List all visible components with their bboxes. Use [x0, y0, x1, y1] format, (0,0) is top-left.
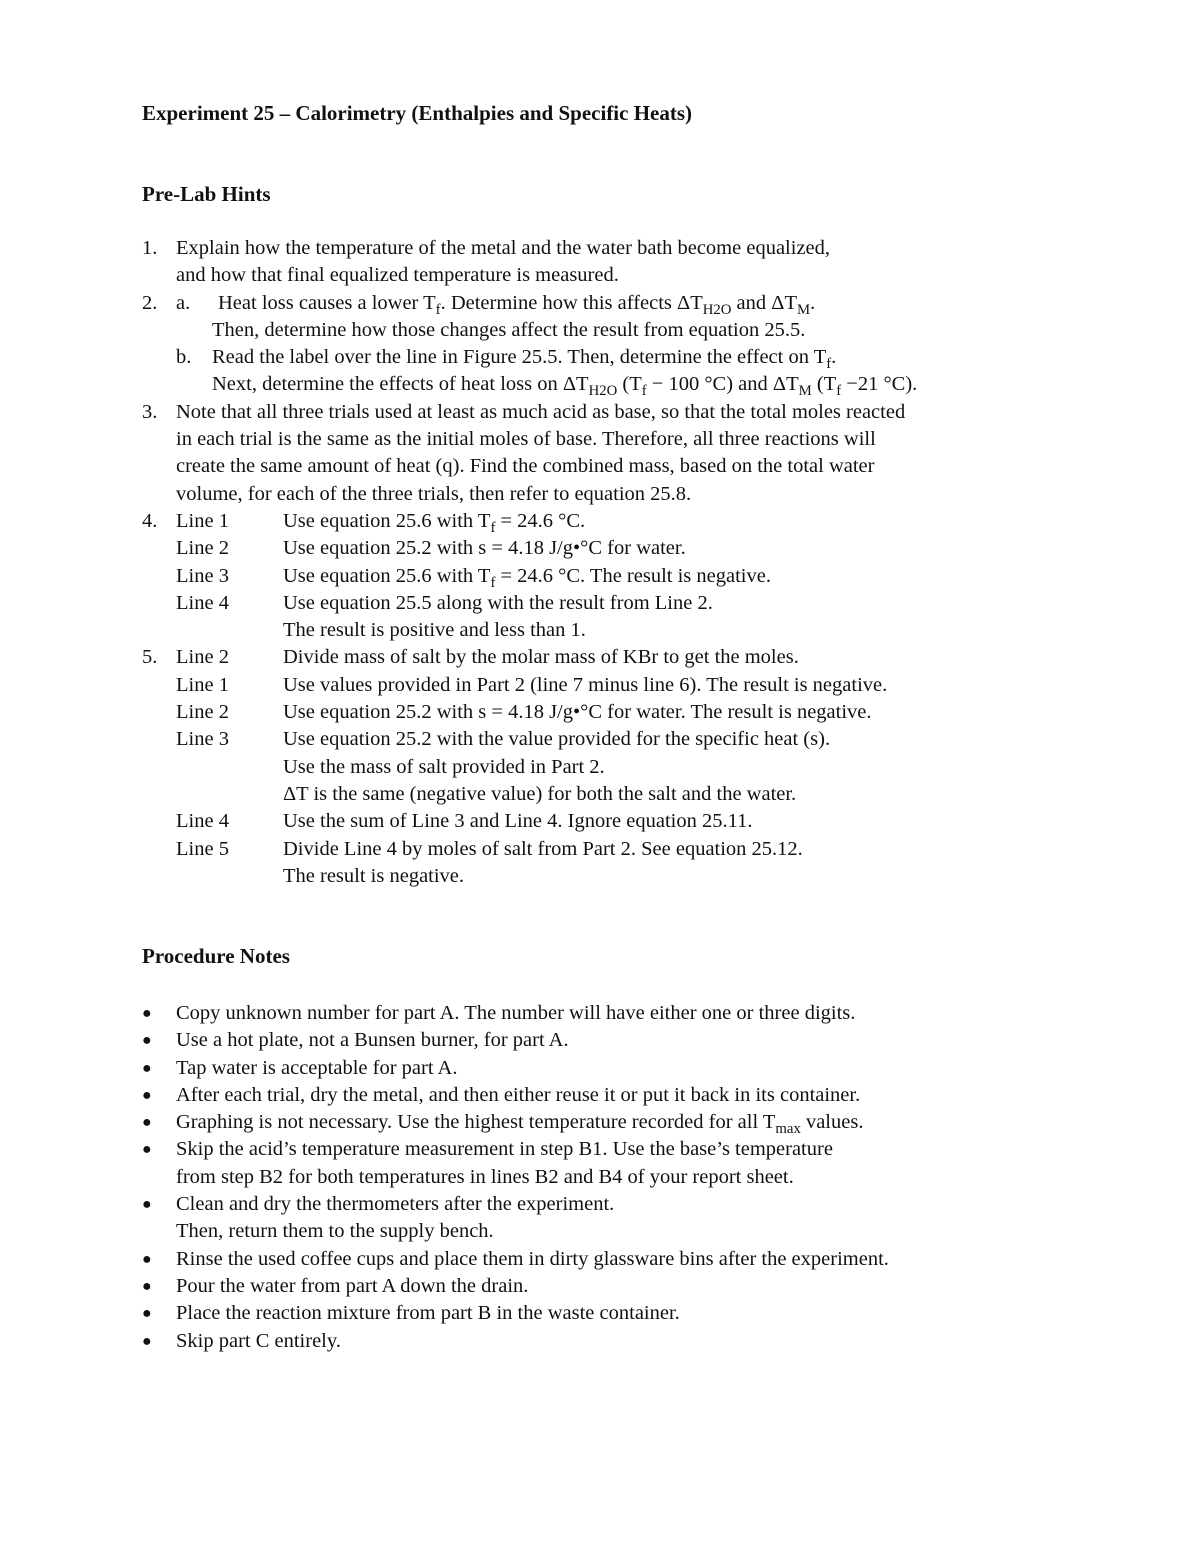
bullet-icon: ●	[142, 1277, 152, 1295]
line-label: Line 2	[176, 537, 229, 560]
prelab-heading: Pre-Lab Hints	[142, 182, 271, 206]
line-label: Line 2	[176, 701, 229, 724]
hint-number: 1.	[142, 237, 158, 259]
sub-label: a.	[176, 291, 191, 314]
bullet-icon: ●	[142, 1332, 152, 1350]
sub-label: b.	[176, 346, 192, 369]
document-page: Experiment 25 – Calorimetry (Enthalpies and Specific Heats) Pre-Lab Hints 1. Explain how the temperature of the metal and the water bath become equalized, and how that final equalized temperature is measured. 2. a. Heat loss causes a lower $T_f$. Determine how this affects $\Delta T_{H2O}$ and $\Delta T_M$. Then, determine how those changes affect the result from equation 25.5. b. Read the label over the line in Figure 25.5. Then, determine the effect on $T_f$. Next, determine the effects of heat loss on $\Delta T_{H2O}$ ($T_f - 100$ °C) and $\Delta T_M$ ($T_f -21$ °C). 3. Note that all three trials used at least as much acid as base, so that the total moles reacted in each trial is the same as the initial moles of base. Therefore, all three reactions will create the same amount of heat (q). Find the combined mass, based on the total water volume, for each of the three trials, then refer to equation 25.8. 4. Line 1 Use equation 25.6 with $T_f = 24.6$ °C. Line 2 Use equation 25.2 with s = 4.18 J/g•°C for water. Line 3 Use equation 25.6 with $T_f = 24.6$ °C. The result is negative. Line 4 Use equation 25.5 along with the result from Line 2. The result is positive and less than 1. 5. Line 2 Divide mass of salt by the molar mass of KBr to get the moles. Line 1 Use values provided in Part 2 (line 7 minus line 6). The result is negative. Line 2 Use equation 25.2 with s = 4.18 J/g•°C for water. The result is negative. Line 3 Use equation 25.2 with the value provided for the specific heat (s). Use the mass of salt provided in Part 2. ΔT is the same (negative value) for both the salt and the water. Line 4 Use the sum of Line 3 and Line 4. Ignore equation 25.11. Line 5 Divide Line 4 by moles of salt from Part 2. See equation 25.12. The result is negative. Procedure Notes ● Copy unknown number for part A. The number will have either one or three digits. ● Use a hot plate, not a Bunsen burner, for part A. ● Tap water is acceptable for part A. ● After each trial, dry the metal, and then either reuse it or put it back in its container. ● Graphing is not necessary. Use the highest temperature recorded for all $T_{max}$ values. ● Skip the acid’s temperature measurement in step B1. Use the base’s temperature from step B2 for both temperatures in lines B2 and B4 of your report sheet. ● Clean and dry the thermometers after the experiment. Then, return them to the supply bench. ● Rinse the used coffee cups and place them in dirty glassware bins after the experiment. ● Pour the water from part A down the drain. ● Place the reaction mixture from part B in the waste container. ● Skip part C entirely.	[0, 0, 1200, 1553]
bullet-icon: ●	[142, 1250, 152, 1268]
line-label: Line 4	[176, 810, 229, 833]
bullet-icon: ●	[142, 1005, 152, 1022]
bullet-icon: ●	[142, 1032, 152, 1050]
bullet-icon: ●	[142, 1114, 152, 1132]
hint-number: 4.	[142, 509, 158, 532]
line-label: Line 1	[176, 509, 229, 532]
bullet-icon: ●	[142, 1059, 152, 1077]
line-label: Line 1	[176, 673, 229, 696]
line-label: Line 4	[176, 591, 229, 614]
line-label: Line 5	[176, 837, 229, 860]
bullet-icon: ●	[142, 1086, 152, 1104]
line-label: Line 3	[176, 728, 229, 751]
page-title: Experiment 25 – Calorimetry (Enthalpies and Specific Heats)	[142, 101, 693, 125]
line-label: Line 2	[176, 646, 229, 669]
hint-number: 2.	[142, 291, 158, 314]
bullet-icon: ●	[142, 1196, 152, 1214]
bullet-icon: ●	[142, 1141, 152, 1159]
hint-number: 3.	[142, 400, 158, 423]
bullet-icon: ●	[142, 1305, 152, 1323]
hint-number: 5.	[142, 646, 158, 669]
line-label: Line 3	[176, 564, 229, 587]
procedure-heading: Procedure Notes	[142, 944, 290, 968]
